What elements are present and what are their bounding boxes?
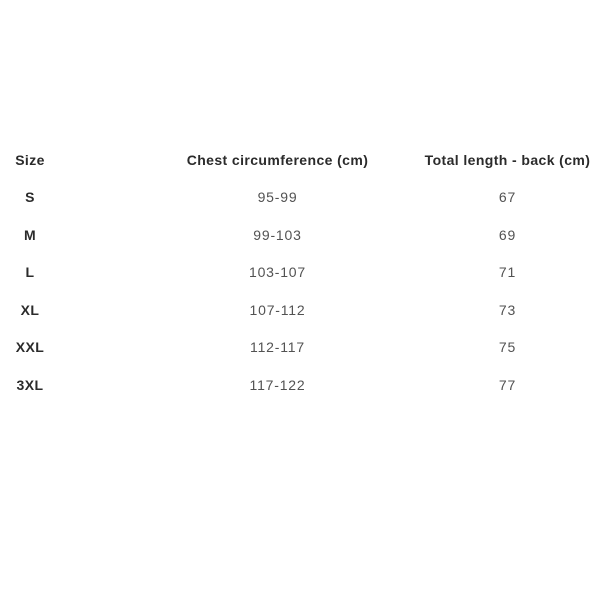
length-cell: 75 xyxy=(498,339,517,356)
size-chart-table xyxy=(0,141,600,404)
chest-cell: 99-103 xyxy=(253,226,302,243)
length-cell: 67 xyxy=(498,189,517,206)
column-header-size: Size xyxy=(15,151,45,168)
size-cell: XXL xyxy=(15,339,45,356)
chest-cell: 112-117 xyxy=(250,339,305,356)
length-cell: 69 xyxy=(498,226,517,243)
chest-cell: 103-107 xyxy=(249,264,306,281)
length-cell: 71 xyxy=(498,264,517,281)
size-cell: L xyxy=(25,264,35,281)
column-header-chest: Chest circumference (cm) xyxy=(186,151,369,168)
size-cell: XL xyxy=(20,301,40,318)
size-cell: 3XL xyxy=(16,376,44,393)
length-cell: 73 xyxy=(498,301,517,318)
table-row xyxy=(0,254,600,292)
table-row xyxy=(0,216,600,254)
size-cell: S xyxy=(25,189,35,206)
column-header-length: Total length - back (cm) xyxy=(424,151,591,168)
length-cell: 77 xyxy=(498,376,517,393)
table-row xyxy=(0,329,600,367)
table-row xyxy=(0,366,600,404)
chest-cell: 117-122 xyxy=(249,376,306,393)
table-header-row xyxy=(0,141,600,179)
table-row xyxy=(0,179,600,217)
table-row xyxy=(0,291,600,329)
size-cell: M xyxy=(23,226,37,243)
chest-cell: 95-99 xyxy=(257,189,298,206)
chest-cell: 107-112 xyxy=(249,301,306,318)
